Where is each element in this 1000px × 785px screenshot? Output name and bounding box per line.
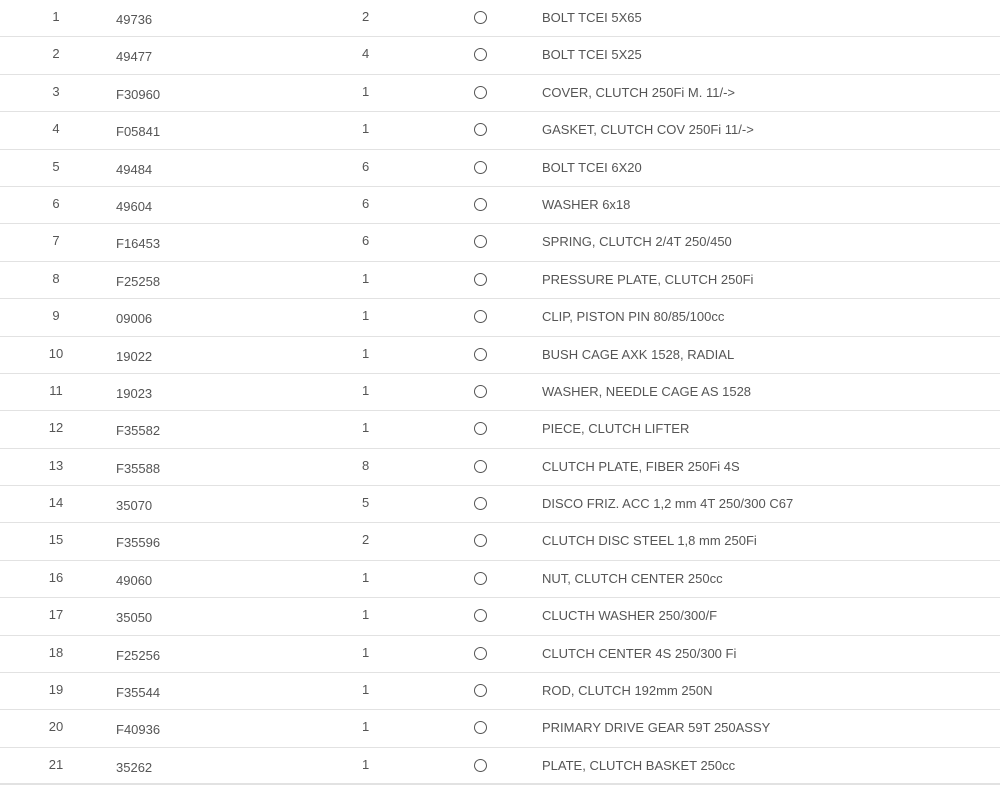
quantity: 1 xyxy=(362,719,370,735)
select-cell[interactable] xyxy=(474,422,487,435)
select-radio[interactable] xyxy=(474,422,487,435)
position-number: 1 xyxy=(52,9,60,24)
part-description: BUSH CAGE AXK 1528, RADIAL xyxy=(542,346,735,362)
select-cell[interactable] xyxy=(474,684,487,697)
select-cell[interactable] xyxy=(474,123,487,136)
table-row[interactable] xyxy=(0,673,1000,710)
part-code: F35588 xyxy=(116,460,161,476)
select-radio[interactable] xyxy=(474,572,487,585)
part-code: F25258 xyxy=(116,273,161,289)
position-number: 4 xyxy=(52,121,60,137)
part-description: COVER, CLUTCH 250Fi M. 11/-> xyxy=(542,84,736,100)
part-description: BOLT TCEI 5X25 xyxy=(542,47,642,63)
table-row[interactable] xyxy=(0,224,1000,261)
part-description: CLUTCH DISC STEEL 1,8 mm 250Fi xyxy=(542,533,757,549)
select-radio[interactable] xyxy=(474,198,487,211)
table-row[interactable] xyxy=(0,561,1000,598)
position-number: 5 xyxy=(52,158,60,174)
position-number: 20 xyxy=(48,719,64,735)
select-radio[interactable] xyxy=(474,647,487,660)
quantity: 2 xyxy=(362,532,370,548)
select-radio[interactable] xyxy=(474,348,487,361)
table-row[interactable] xyxy=(0,374,1000,411)
table-row[interactable] xyxy=(0,299,1000,336)
quantity: 1 xyxy=(362,83,370,99)
quantity: 1 xyxy=(362,682,370,698)
quantity: 1 xyxy=(362,607,370,623)
quantity: 5 xyxy=(362,495,370,511)
quantity: 1 xyxy=(362,308,370,324)
part-description: NUT, CLUTCH CENTER 250cc xyxy=(542,570,723,586)
select-cell[interactable] xyxy=(474,273,487,286)
part-description: CLUCTH WASHER 250/300/F xyxy=(542,608,718,624)
quantity: 1 xyxy=(362,121,370,137)
table-row[interactable] xyxy=(0,337,1000,374)
select-cell[interactable] xyxy=(474,385,487,398)
quantity: 1 xyxy=(362,569,370,585)
part-description: DISCO FRIZ. ACC 1,2 mm 4T 250/300 C67 xyxy=(542,496,794,512)
part-description: BOLT TCEI 5X65 xyxy=(542,10,642,25)
select-radio[interactable] xyxy=(474,161,487,174)
select-cell[interactable] xyxy=(474,48,487,61)
position-number: 9 xyxy=(52,308,60,324)
table-row[interactable] xyxy=(0,748,1000,785)
part-description: CLUTCH CENTER 4S 250/300 Fi xyxy=(542,645,737,661)
part-code: F30960 xyxy=(116,86,161,102)
select-radio[interactable] xyxy=(474,86,487,99)
select-cell[interactable] xyxy=(474,759,487,772)
part-code: F40936 xyxy=(116,722,161,738)
part-description: PLATE, CLUTCH BASKET 250cc xyxy=(542,757,736,773)
part-code: 49736 xyxy=(116,12,153,27)
select-radio[interactable] xyxy=(474,310,487,323)
select-cell[interactable] xyxy=(474,11,487,24)
part-code: F05841 xyxy=(116,124,161,140)
position-number: 19 xyxy=(48,682,64,698)
select-radio[interactable] xyxy=(474,385,487,398)
part-code: 35262 xyxy=(116,759,153,775)
table-row[interactable] xyxy=(0,486,1000,523)
select-radio[interactable] xyxy=(474,11,487,24)
table-row[interactable] xyxy=(0,449,1000,486)
quantity: 1 xyxy=(362,756,370,772)
select-radio[interactable] xyxy=(474,48,487,61)
table-row[interactable] xyxy=(0,37,1000,74)
part-code: F35582 xyxy=(116,423,161,439)
quantity: 2 xyxy=(362,9,370,24)
position-number: 15 xyxy=(48,532,64,548)
table-row[interactable] xyxy=(0,636,1000,673)
part-code: 35050 xyxy=(116,610,153,626)
quantity: 4 xyxy=(362,46,370,62)
part-code: 09006 xyxy=(116,311,153,327)
part-code: F16453 xyxy=(116,236,161,252)
select-cell[interactable] xyxy=(474,534,487,547)
select-cell[interactable] xyxy=(474,86,487,99)
table-row[interactable] xyxy=(0,523,1000,560)
table-row[interactable] xyxy=(0,411,1000,448)
select-cell[interactable] xyxy=(474,497,487,510)
select-cell[interactable] xyxy=(474,572,487,585)
select-radio[interactable] xyxy=(474,273,487,286)
position-number: 12 xyxy=(48,420,64,436)
quantity: 1 xyxy=(362,420,370,436)
part-description: PRIMARY DRIVE GEAR 59T 250ASSY xyxy=(542,720,771,736)
table-row[interactable] xyxy=(0,598,1000,635)
table-row[interactable] xyxy=(0,112,1000,149)
quantity: 6 xyxy=(362,158,370,174)
part-code: 49477 xyxy=(116,49,153,65)
table-row[interactable] xyxy=(0,710,1000,747)
select-cell[interactable] xyxy=(474,235,487,248)
part-code: 19022 xyxy=(116,348,153,364)
part-description: GASKET, CLUTCH COV 250Fi 11/-> xyxy=(542,122,754,138)
part-code: 35070 xyxy=(116,498,153,514)
quantity: 8 xyxy=(362,457,370,473)
table-row[interactable] xyxy=(0,0,1000,37)
part-description: WASHER 6x18 xyxy=(542,196,631,212)
select-radio[interactable] xyxy=(474,235,487,248)
position-number: 14 xyxy=(48,495,64,511)
select-cell[interactable] xyxy=(474,348,487,361)
select-radio[interactable] xyxy=(474,460,487,473)
select-radio[interactable] xyxy=(474,497,487,510)
position-number: 11 xyxy=(49,382,63,398)
position-number: 8 xyxy=(52,270,60,286)
position-number: 17 xyxy=(48,607,64,623)
part-code: F35544 xyxy=(116,685,161,701)
part-code: F35596 xyxy=(116,535,161,551)
part-description: CLUTCH PLATE, FIBER 250Fi 4S xyxy=(542,458,740,474)
position-number: 7 xyxy=(52,233,60,249)
position-number: 3 xyxy=(52,83,60,99)
quantity: 1 xyxy=(362,345,370,361)
part-description: BOLT TCEI 6X20 xyxy=(542,159,642,175)
quantity: 6 xyxy=(362,195,370,211)
select-radio[interactable] xyxy=(474,684,487,697)
table-row[interactable] xyxy=(0,150,1000,187)
position-number: 6 xyxy=(52,195,60,211)
part-code: 49484 xyxy=(116,161,153,177)
select-radio[interactable] xyxy=(474,609,487,622)
position-number: 10 xyxy=(48,345,64,361)
select-radio[interactable] xyxy=(474,759,487,772)
select-radio[interactable] xyxy=(474,721,487,734)
part-description: ROD, CLUTCH 192mm 250N xyxy=(542,683,713,699)
part-code: 19023 xyxy=(116,385,153,401)
select-cell[interactable] xyxy=(474,460,487,473)
select-cell[interactable] xyxy=(474,310,487,323)
select-radio[interactable] xyxy=(474,534,487,547)
part-description: PIECE, CLUTCH LIFTER xyxy=(542,421,690,437)
quantity: 1 xyxy=(362,270,370,286)
select-cell[interactable] xyxy=(474,647,487,660)
position-number: 16 xyxy=(48,569,64,585)
select-radio[interactable] xyxy=(474,123,487,136)
quantity: 1 xyxy=(362,644,370,660)
part-code: 49060 xyxy=(116,572,153,588)
position-number: 18 xyxy=(48,644,64,660)
select-cell[interactable] xyxy=(474,609,487,622)
quantity: 6 xyxy=(362,233,370,249)
part-description: SPRING, CLUTCH 2/4T 250/450 xyxy=(542,234,732,250)
table-row[interactable] xyxy=(0,187,1000,224)
select-cell[interactable] xyxy=(474,198,487,211)
select-cell[interactable] xyxy=(474,161,487,174)
part-code: F25256 xyxy=(116,647,161,663)
quantity: 1 xyxy=(362,382,370,398)
select-cell[interactable] xyxy=(474,721,487,734)
position-number: 21 xyxy=(48,756,64,772)
position-number: 2 xyxy=(52,46,60,62)
table-row[interactable] xyxy=(0,262,1000,299)
part-code: 49604 xyxy=(116,198,153,214)
part-description: PRESSURE PLATE, CLUTCH 250Fi xyxy=(542,271,754,287)
position-number: 13 xyxy=(48,457,64,473)
table-row[interactable] xyxy=(0,75,1000,112)
part-description: CLIP, PISTON PIN 80/85/100cc xyxy=(542,309,725,325)
part-description: WASHER, NEEDLE CAGE AS 1528 xyxy=(542,383,752,399)
